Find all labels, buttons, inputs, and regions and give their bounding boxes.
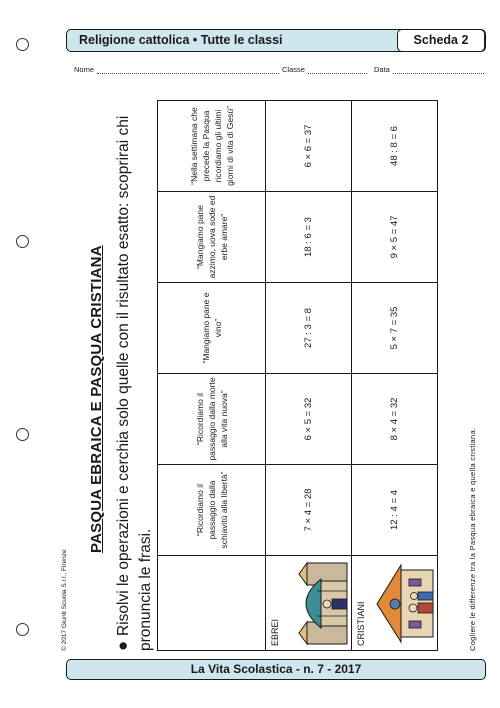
- row-label: EBREI: [270, 618, 280, 646]
- table-row: [266, 101, 352, 651]
- binder-hole: [16, 623, 29, 636]
- operation-cell[interactable]: 6 × 6 = 37: [266, 101, 352, 192]
- binder-hole: [16, 428, 29, 441]
- bullet-icon: ●: [113, 636, 132, 651]
- footer-band: La Vita Scolastica - n. 7 - 2017: [66, 659, 486, 680]
- operation-cell[interactable]: 9 × 5 = 47: [352, 192, 438, 283]
- binder-hole: [16, 235, 29, 248]
- scheda-badge: Scheda 2: [397, 29, 485, 52]
- church-icon: [373, 561, 435, 646]
- teacher-note: Cogliere le differenze tra la Pasqua ebraica e quella cristiana.: [468, 427, 477, 651]
- class-label: Classe: [282, 65, 305, 74]
- phrases-row: [158, 101, 266, 651]
- instruction-text: Risolvi le operazioni e cerchia solo quelle con il risultato esatto: scoprirai chi pronuncia le frasi.: [115, 115, 154, 651]
- row-header-ebrei: [266, 556, 352, 651]
- instruction: [112, 96, 157, 651]
- fields-row: [74, 65, 484, 79]
- operation-cell[interactable]: 27 : 3 = 8: [266, 283, 352, 374]
- header-band: [66, 29, 486, 52]
- worksheet-title: PASQUA EBRAICA E PASQUA CRISTIANA: [88, 245, 105, 553]
- date-label: Data: [374, 65, 390, 74]
- corner-cell: [158, 556, 266, 651]
- binder-hole: [16, 38, 29, 51]
- worksheet: [88, 96, 478, 651]
- phrase-cell: “Mangiamo pane azzimo, uova sode ed erbe amare”: [158, 192, 266, 283]
- table-row: [352, 101, 438, 651]
- name-label: Nome: [74, 65, 95, 74]
- name-field[interactable]: [74, 65, 279, 74]
- copyright: © 2017 Giunti Scuola S.r.l., Firenze: [61, 549, 68, 651]
- operation-cell[interactable]: 8 × 4 = 32: [352, 374, 438, 465]
- date-field[interactable]: [374, 65, 484, 74]
- class-field[interactable]: [282, 65, 367, 74]
- operation-cell[interactable]: 48 : 8 = 6: [352, 101, 438, 192]
- row-header-cristiani: [352, 556, 438, 651]
- phrase-cell: “Mangiamo pane e vino”: [158, 283, 266, 374]
- operation-cell[interactable]: 5 × 7 = 35: [352, 283, 438, 374]
- synagogue-icon: [287, 561, 349, 646]
- operation-cell[interactable]: 12 : 4 = 4: [352, 465, 438, 556]
- header-title: Religione cattolica • Tutte le classi: [79, 33, 283, 47]
- operation-cell[interactable]: 6 × 5 = 32: [266, 374, 352, 465]
- phrase-cell: “Ricordiamo il passaggio dalla morte alla vita nuova”: [158, 374, 266, 465]
- operation-cell[interactable]: 18 : 6 = 3: [266, 192, 352, 283]
- phrase-cell: “Ricordiamo il passaggio dalla schiavitù alla libertà”: [158, 465, 266, 556]
- operation-cell[interactable]: 7 × 4 = 28: [266, 465, 352, 556]
- row-label: CRISTIANI: [356, 601, 366, 646]
- exercise-table: [157, 100, 438, 651]
- phrase-cell: “Nella settimana che precede la Pasqua ricordiamo gli ultimi giorni di vita di Gesù”: [158, 101, 266, 192]
